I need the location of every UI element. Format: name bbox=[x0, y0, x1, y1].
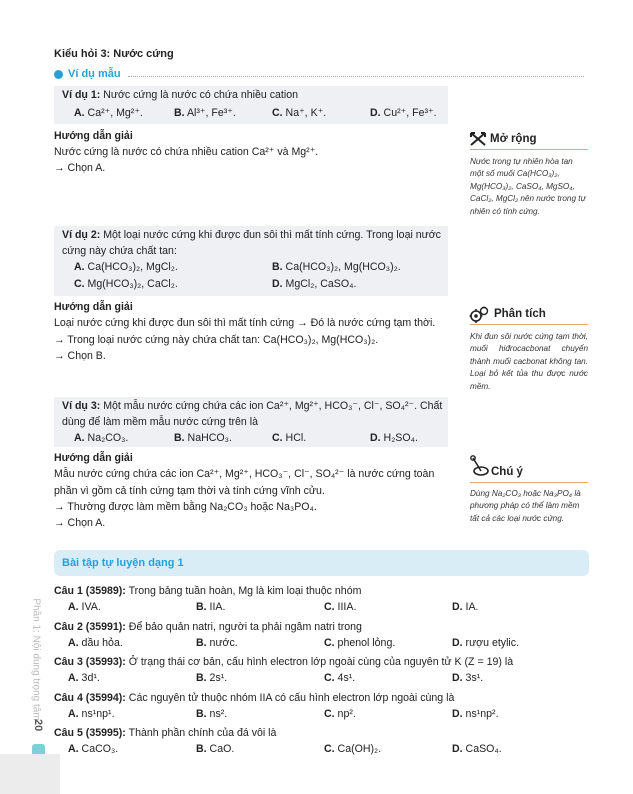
option-label: D. bbox=[452, 601, 463, 613]
option-label: A. bbox=[68, 743, 79, 755]
ex1-option-b: B. Al³⁺, Fe³⁺. bbox=[174, 107, 236, 119]
side-label-wrap bbox=[30, 584, 42, 736]
ex1-solution-line: Nước cứng là nước có chứa nhiều cation Ca²⁺ và Mg²⁺. bbox=[54, 146, 319, 158]
option-text: CaSO₄. bbox=[465, 743, 502, 755]
page-number: 20 bbox=[32, 719, 44, 732]
option-text: dầu hỏa. bbox=[81, 636, 123, 649]
ex3-guide-title: Hướng dẫn giải bbox=[54, 452, 133, 464]
practice-option-a bbox=[68, 637, 123, 649]
option-text: 3s¹. bbox=[465, 672, 484, 684]
option-text: IIIA. bbox=[337, 601, 357, 613]
ex3-solution-line-1: Mẫu nước cứng chứa các ion Ca²⁺, Mg²⁺, HCO₃⁻, Cl⁻, SO₄²⁻ là nước cứng toàn bbox=[54, 468, 435, 480]
ex3-option-b: B. NaHCO₃. bbox=[174, 432, 232, 444]
practice-question: Câu 1 (35989): Trong bảng tuần hoàn, Mg là kim loại thuộc nhóm bbox=[54, 585, 362, 597]
option-label: C. bbox=[324, 636, 335, 649]
option-text: 4s¹. bbox=[337, 672, 356, 684]
side-note-2-body: Khi đun sôi nước cứng tạm thời, muối hiđrocacbonat chuyển thành muối cacbonat không tan. Loại bỏ kết tủa thu được nước mềm. bbox=[470, 332, 588, 391]
practice-option-b bbox=[196, 637, 238, 649]
ex1-option-c: C. Na⁺, K⁺. bbox=[272, 107, 327, 119]
practice-option-c bbox=[324, 743, 381, 755]
option-label: B. bbox=[196, 707, 207, 720]
side-note-1-body: Nước trong tự nhiên hòa tan một số muối Ca(HCO₃)₂, Mg(HCO₃)₂, CaSO₄, MgSO₄, CaCl₂, MgCl₂ nên nước trong tự nhiên có tính cứng. bbox=[470, 157, 586, 216]
ex2-option-a: A. Ca(HCO₃)₂, MgCl₂. bbox=[74, 261, 178, 273]
option-text: 2s¹. bbox=[209, 672, 228, 684]
cross-arrows-icon bbox=[470, 132, 486, 146]
option-text: CaO. bbox=[209, 743, 235, 755]
option-text: ns¹np². bbox=[465, 707, 499, 720]
practice-option-d bbox=[452, 672, 483, 684]
practice-question: Câu 4 (35994): Các nguyên tử thuộc nhóm IIA có cấu hình electron lớp ngoài cùng là bbox=[54, 691, 455, 704]
practice-title: Bài tập tự luyện dạng 1 bbox=[62, 557, 184, 569]
ex1-option-d: D. Cu²⁺, Fe³⁺. bbox=[370, 107, 437, 119]
option-text: 3d¹. bbox=[81, 672, 100, 684]
ex2-question-line-1: Ví dụ 2: Một loại nước cứng khi được đun sôi thì mất tính cứng. Trong loại nước bbox=[62, 229, 441, 241]
option-label: C. bbox=[324, 743, 335, 755]
option-label: C. bbox=[324, 601, 335, 613]
practice-option-b bbox=[196, 743, 234, 755]
side-note-3-body: Dùng Na₂CO₃ hoặc Na₃PO₄ là phương pháp có thể làm mềm tất cả các loại nước cứng. bbox=[470, 489, 581, 523]
option-text: CaCO₃. bbox=[81, 743, 119, 755]
practice-option-a bbox=[68, 743, 118, 755]
ex2-question-line-2: cứng này chứa chất tan: bbox=[62, 245, 177, 257]
option-text: phenol lỏng. bbox=[337, 636, 396, 649]
practice-option-d bbox=[452, 601, 479, 613]
side-note-1-title: Mở rộng bbox=[490, 133, 537, 145]
option-label: D. bbox=[452, 636, 463, 649]
ex3-question-line-1: Ví dụ 3: Một mẫu nước cứng chứa các ion Ca²⁺, Mg²⁺, HCO₃⁻, Cl⁻, SO₄²⁻. Chất bbox=[62, 400, 443, 412]
practice-option-d bbox=[452, 743, 502, 755]
option-label: C. bbox=[324, 672, 335, 684]
ex1-guide-title: Hướng dẫn giải bbox=[54, 130, 133, 142]
ex2-solution-line-2: → Trong loại nước cứng này chứa chất tan: Ca(HCO₃)₂, Mg(HCO₃)₂. bbox=[54, 334, 379, 346]
corner-shade bbox=[0, 754, 60, 794]
practice-option-c bbox=[324, 637, 395, 649]
ex3-choice: → Chọn A. bbox=[54, 517, 106, 529]
ex3-solution-line-2: phần vì gồm cả tính cứng tạm thời và tính cứng vĩnh cửu. bbox=[54, 485, 325, 497]
divider bbox=[128, 76, 584, 77]
practice-option-d bbox=[452, 708, 499, 720]
option-label: D. bbox=[452, 743, 463, 755]
option-text: ns¹np¹. bbox=[81, 707, 115, 720]
option-label: D. bbox=[452, 672, 463, 684]
ex1-choice: → Chọn A. bbox=[54, 162, 106, 174]
option-label: A. bbox=[68, 636, 79, 649]
option-label: C. bbox=[324, 707, 335, 720]
practice-option-b bbox=[196, 708, 227, 720]
option-text: np². bbox=[337, 707, 356, 720]
side-note-3-underline bbox=[470, 482, 588, 483]
gears-icon bbox=[469, 306, 489, 324]
ex3-option-c: C. HCl. bbox=[272, 432, 307, 444]
practice-option-b bbox=[196, 672, 227, 684]
side-note-2-title: Phân tích bbox=[494, 308, 546, 320]
ex2-choice: → Chọn B. bbox=[54, 350, 106, 362]
ex3-option-a: A. Na₂CO₃. bbox=[74, 432, 129, 444]
option-text: IA. bbox=[465, 601, 479, 613]
option-text: nước. bbox=[209, 636, 238, 649]
sub-title: Ví dụ mẫu bbox=[68, 68, 121, 80]
option-label: A. bbox=[68, 672, 79, 684]
side-note-2-underline bbox=[470, 324, 588, 325]
option-text: Ca(OH)₂. bbox=[337, 743, 382, 755]
option-text: IIA. bbox=[209, 601, 226, 613]
practice-question: Câu 2 (35991): Để bảo quản natri, người ta phải ngâm natri trong bbox=[54, 620, 362, 633]
practice-option-c bbox=[324, 601, 356, 613]
option-label: B. bbox=[196, 601, 207, 613]
side-label: Phần 1: Nội dung trọng tâm bbox=[30, 598, 42, 721]
ex1-option-a: A. Ca²⁺, Mg²⁺. bbox=[74, 107, 143, 119]
section-title: Kiểu hỏi 3: Nước cứng bbox=[54, 48, 174, 60]
side-note-3-title: Chú ý bbox=[491, 466, 523, 478]
practice-option-c bbox=[324, 708, 356, 720]
option-label: B. bbox=[196, 672, 207, 684]
option-text: IVA. bbox=[81, 601, 101, 613]
option-label: D. bbox=[452, 707, 463, 720]
option-label: A. bbox=[68, 707, 79, 720]
pushpin-icon bbox=[469, 455, 489, 477]
practice-option-a bbox=[68, 601, 101, 613]
ex2-option-d: D. MgCl₂, CaSO₄. bbox=[272, 278, 357, 290]
option-label: B. bbox=[196, 743, 207, 755]
ex3-solution-line-3: → Thường được làm mềm bằng Na₂CO₃ hoặc Na₃PO₄. bbox=[54, 501, 317, 513]
ex2-option-c: C. Mg(HCO₃)₂, CaCl₂. bbox=[74, 278, 178, 290]
option-text: ns². bbox=[209, 707, 228, 720]
practice-question: Câu 5 (35995): Thành phần chính của đá vôi là bbox=[54, 727, 277, 739]
ex2-solution-line-1: Loại nước cứng khi được đun sôi thì mất tính cứng → Đó là nước cứng tạm thời. bbox=[54, 317, 436, 329]
practice-option-a bbox=[68, 672, 100, 684]
ex2-option-b: B. Ca(HCO₃)₂, Mg(HCO₃)₂. bbox=[272, 261, 401, 273]
ex1-question-text: Ví dụ 1: Nước cứng là nước có chứa nhiều cation bbox=[62, 89, 442, 101]
practice-option-b bbox=[196, 601, 225, 613]
practice-option-a bbox=[68, 708, 115, 720]
option-label: B. bbox=[196, 636, 207, 649]
practice-option-d bbox=[452, 637, 519, 649]
ex3-option-d: D. H₂SO₄. bbox=[370, 432, 418, 444]
bullet-icon bbox=[54, 70, 63, 79]
practice-option-c bbox=[324, 672, 355, 684]
side-note-1-underline bbox=[470, 149, 588, 150]
option-label: A. bbox=[68, 601, 79, 613]
practice-question: Câu 3 (35993): Ở trạng thái cơ bản, cấu hình electron lớp ngoài cùng của nguyên tử K (Z = 19) là bbox=[54, 656, 514, 668]
ex3-question-line-2: dùng để làm mềm mẫu nước cứng trên là bbox=[62, 416, 259, 428]
option-text: rượu etylic. bbox=[465, 636, 520, 649]
ex2-guide-title: Hướng dẫn giải bbox=[54, 301, 133, 313]
